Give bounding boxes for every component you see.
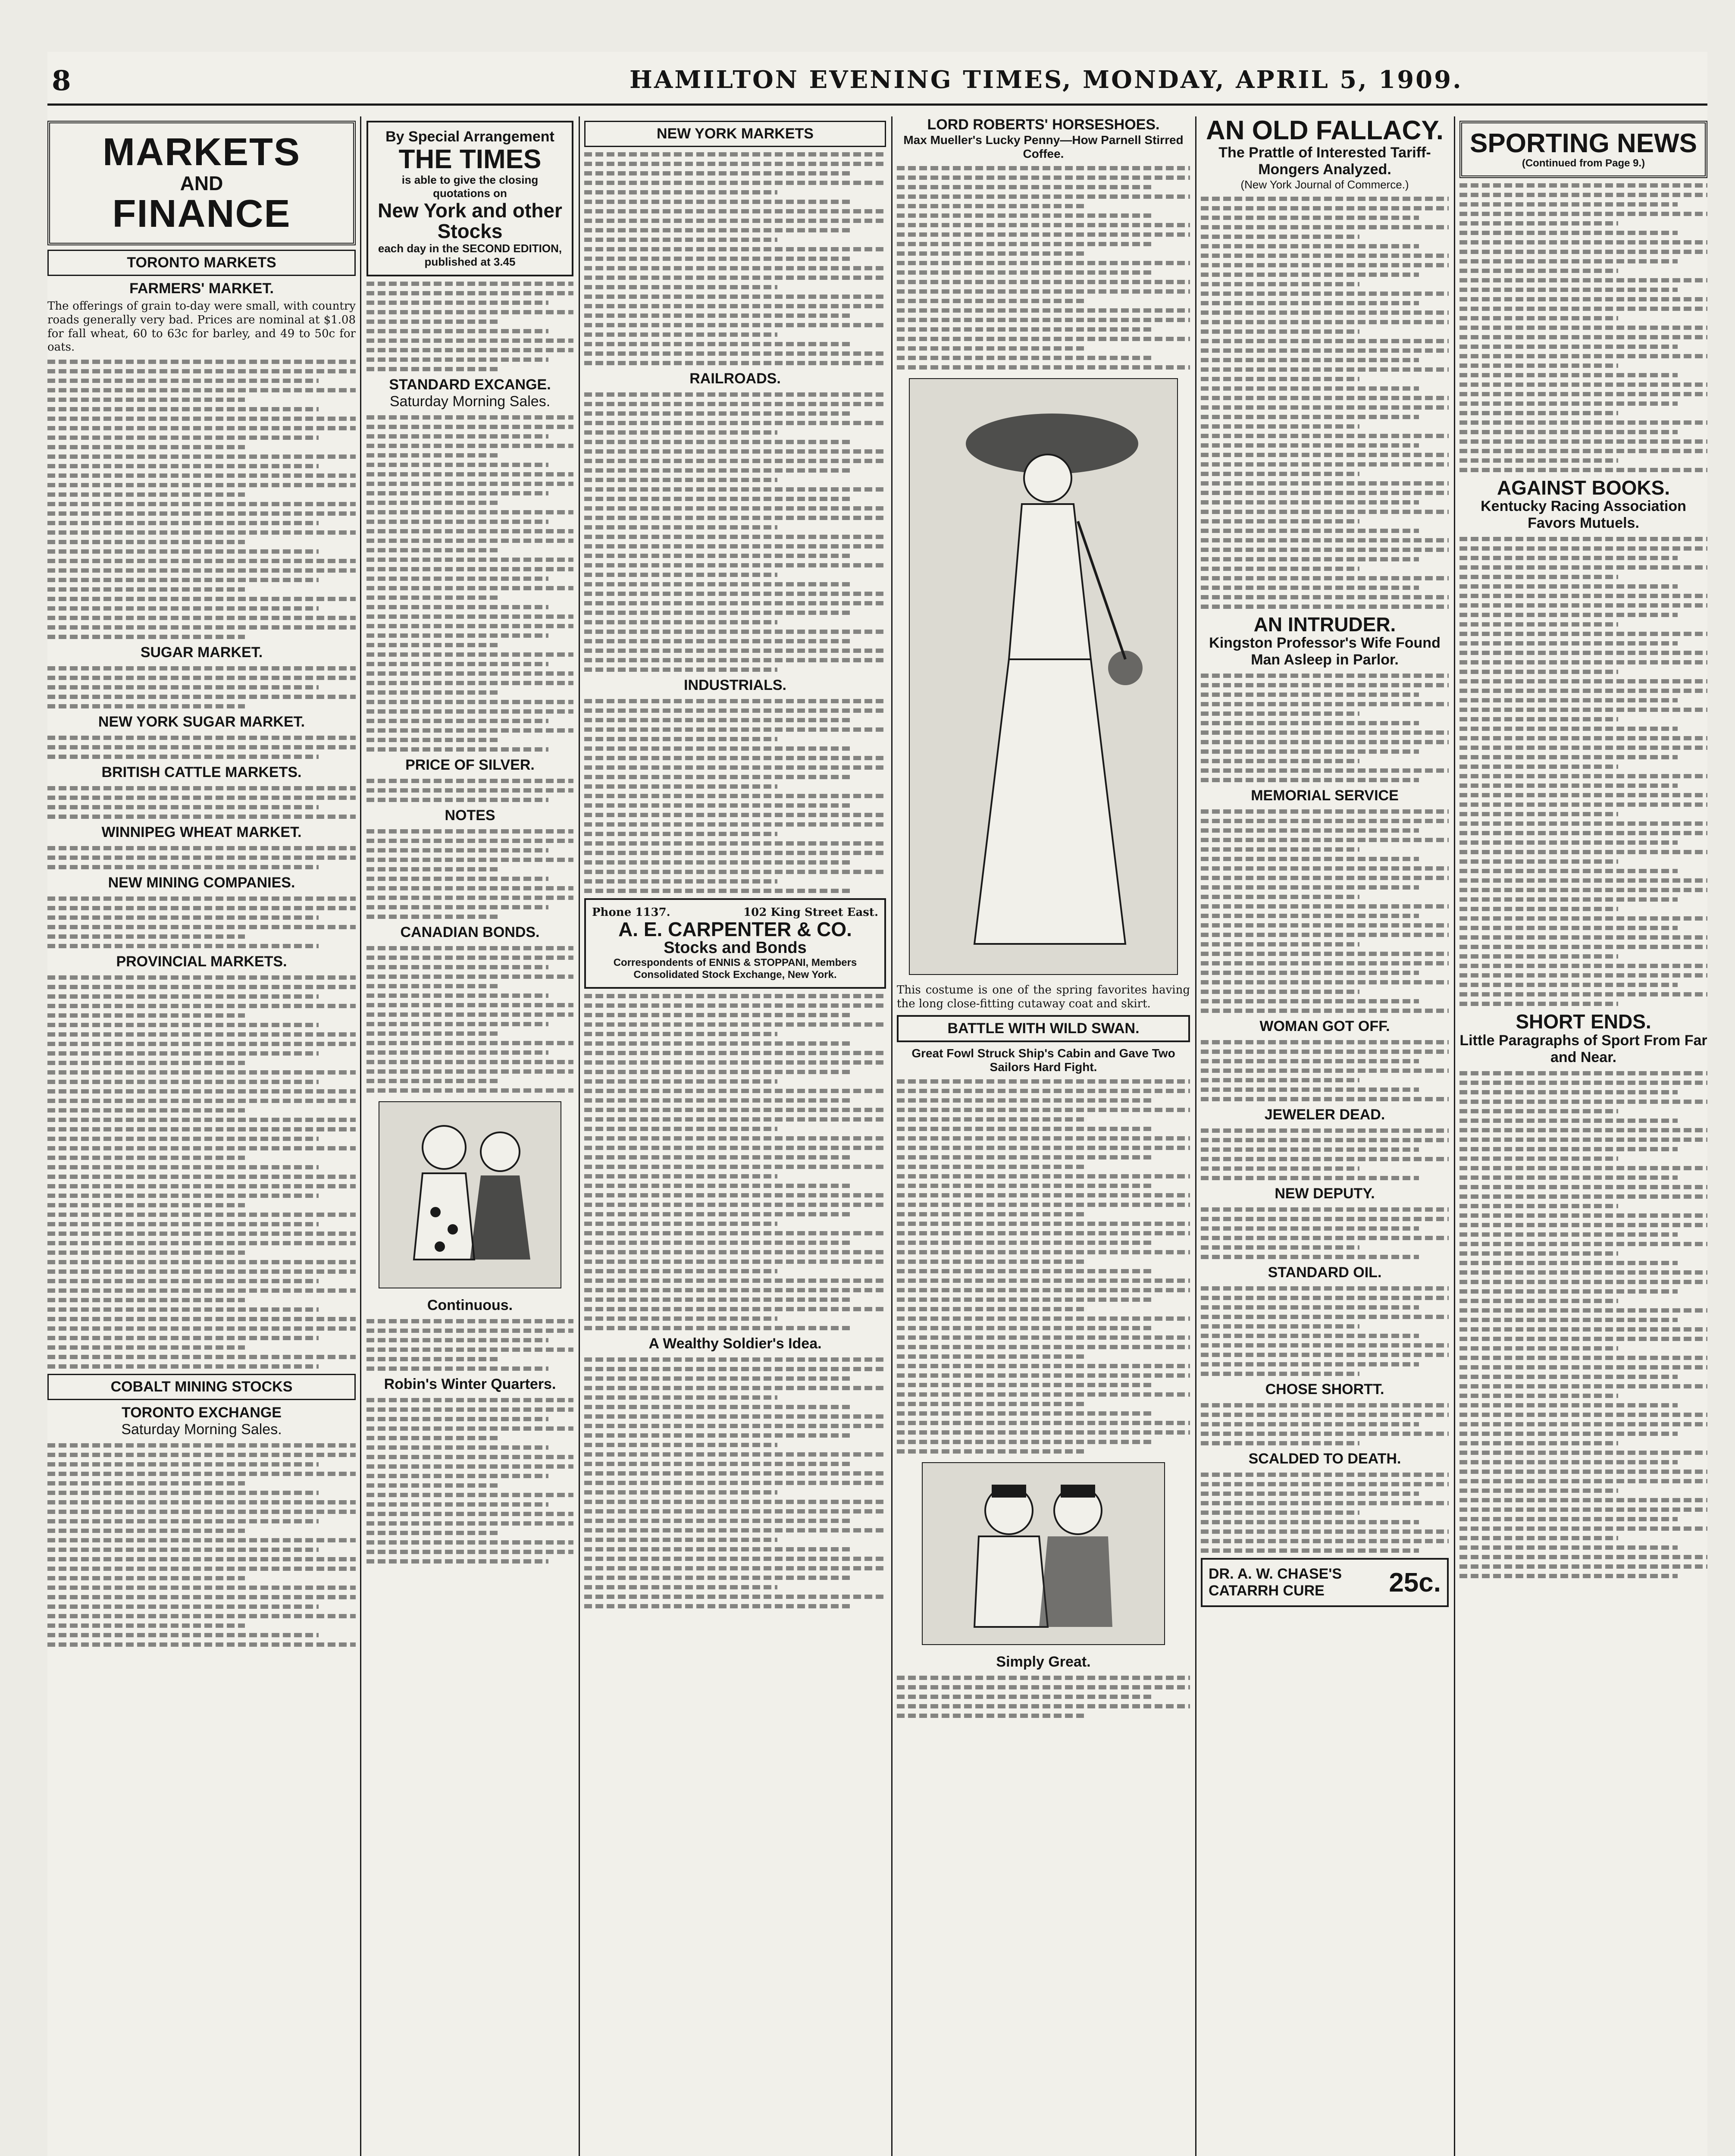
cartoon-continuous xyxy=(379,1101,561,1288)
ny-markets-heading: NEW YORK MARKETS xyxy=(584,121,886,147)
costume-illustration xyxy=(909,378,1178,975)
wild-swan-subhead: Great Fowl Struck Ship's Cabin and Gave Two Sailors Hard Fight. xyxy=(911,1047,1175,1074)
text-block xyxy=(584,1357,886,1608)
text-block xyxy=(366,829,573,919)
text-block xyxy=(1201,1403,1449,1445)
news-column xyxy=(1201,116,1449,2156)
text-block xyxy=(366,282,573,371)
standard-oil-heading: STANDARD OIL. xyxy=(1268,1264,1382,1281)
industrials-heading: INDUSTRIALS. xyxy=(684,677,786,693)
newspaper-page xyxy=(47,52,1707,2156)
page-number: 8 xyxy=(52,65,71,97)
railroads-heading: RAILROADS. xyxy=(689,370,781,387)
column-rule xyxy=(579,116,580,2156)
text-block xyxy=(1201,1207,1449,1259)
stock-table xyxy=(584,994,886,1330)
simply-great-caption: Simply Great. xyxy=(996,1654,1091,1670)
text-block xyxy=(584,152,886,365)
column-rule xyxy=(891,116,893,2156)
short-ends-subhead: Little Paragraphs of Sport From Far and Near. xyxy=(1459,1032,1707,1065)
costume-caption: This costume is one of the spring favorites having the long close-fitting cutaway coat and skirt. xyxy=(897,984,1190,1010)
robins-heading: Robin's Winter Quarters. xyxy=(384,1376,556,1392)
saturday-sales-heading: Saturday Morning Sales. xyxy=(121,1421,282,1438)
banner-and: AND xyxy=(180,172,223,194)
carpenter-firm: A. E. CARPENTER & CO. xyxy=(618,918,852,940)
farmers-market-text: The offerings of grain to-day were small, with country roads generally very bad. Prices are nominal at $1.08 for fall wheat, 60 to 63c for barley, and 49 to 50c for oats. xyxy=(47,300,356,354)
stock-table xyxy=(584,699,886,893)
text-block xyxy=(47,666,356,708)
scalded-heading: SCALDED TO DEATH. xyxy=(1248,1451,1401,1467)
cobalt-stocks-heading: COBALT MINING STOCKS xyxy=(47,1374,356,1400)
toronto-exchange-heading: TORONTO EXCHANGE xyxy=(122,1404,282,1421)
standard-exchange-heading: STANDARD EXCANGE. xyxy=(389,376,551,393)
roberts-heading: LORD ROBERTS' HORSESHOES. xyxy=(927,116,1160,133)
features-column xyxy=(897,116,1190,2156)
special-arrangement-box xyxy=(366,121,573,276)
the-times: THE TIMES xyxy=(398,144,542,174)
text-block xyxy=(897,166,1190,370)
ads-column xyxy=(1459,116,1707,2156)
standard-saturday-sales: Saturday Morning Sales. xyxy=(389,393,551,410)
old-fallacy-subhead: The Prattle of Interested Tariff-Mongers Analyzed. xyxy=(1218,144,1431,178)
chase-ad-price: 25c. xyxy=(1389,1567,1441,1598)
carpenter-phone: Phone 1137. xyxy=(592,906,670,919)
farmers-market-heading: FARMERS' MARKET. xyxy=(129,280,274,297)
old-fallacy-source: (New York Journal of Commerce.) xyxy=(1240,178,1409,191)
text-block xyxy=(366,779,573,802)
text-block xyxy=(897,1079,1190,1454)
text-block xyxy=(1201,1473,1449,1553)
against-books-subhead: Kentucky Racing Association Favors Mutuels. xyxy=(1481,498,1686,532)
carpenter-correspondents: Correspondents of ENNIS & STOPPANI, Members Consolidated Stock Exchange, New York. xyxy=(613,957,857,981)
notes-heading: NOTES xyxy=(445,807,495,824)
wild-swan-heading: BATTLE WITH WILD SWAN. xyxy=(947,1020,1140,1037)
text-block xyxy=(47,1443,356,1647)
text-block xyxy=(366,1398,573,1564)
stocks-column xyxy=(584,116,886,2156)
column-rule xyxy=(1195,116,1196,2156)
wild-swan-heading-box xyxy=(897,1015,1190,1042)
column-rule xyxy=(360,116,361,2156)
sporting-continued: (Continued from Page 9.) xyxy=(1522,157,1645,169)
text-block xyxy=(1201,674,1449,782)
sugar-market-heading: SUGAR MARKET. xyxy=(140,644,263,661)
winnipeg-wheat-heading: WINNIPEG WHEAT MARKET. xyxy=(101,824,302,841)
markets-column xyxy=(47,116,356,2156)
old-fallacy-heading: AN OLD FALLACY. xyxy=(1206,116,1444,145)
intruder-subhead: Kingston Professor's Wife Found Man Asleep in Parlor. xyxy=(1209,635,1441,668)
toronto-markets-heading: TORONTO MARKETS xyxy=(47,250,356,276)
british-cattle-heading: BRITISH CATTLE MARKETS. xyxy=(101,764,302,781)
paper-dateline: HAMILTON EVENING TIMES, MONDAY, APRIL 5, 1909. xyxy=(629,66,1463,94)
jeweler-dead-heading: JEWELER DEAD. xyxy=(1264,1106,1385,1123)
wealthy-soldier-heading: A Wealthy Soldier's Idea. xyxy=(648,1335,822,1352)
against-books-heading: AGAINST BOOKS. xyxy=(1497,476,1670,499)
text-block xyxy=(1201,1286,1449,1376)
text-block xyxy=(1201,1040,1449,1101)
intruder-heading: AN INTRUDER. xyxy=(1253,613,1396,636)
markets-finance-banner xyxy=(47,121,356,245)
chase-catarrh-ad xyxy=(1201,1558,1449,1607)
ny-stocks-promo: New York and other Stocks xyxy=(378,199,562,243)
woman-got-off-heading: WOMAN GOT OFF. xyxy=(1259,1018,1390,1035)
text-block xyxy=(1201,809,1449,1013)
provincial-markets-heading: PROVINCIAL MARKETS. xyxy=(116,953,287,970)
text-block xyxy=(366,1319,573,1371)
price-of-silver-heading: PRICE OF SILVER. xyxy=(405,756,535,773)
masthead xyxy=(47,52,1707,106)
chose-shortt-heading: CHOSE SHORTT. xyxy=(1265,1381,1384,1398)
chase-ad-name: DR. A. W. CHASE'S CATARRH CURE xyxy=(1209,1566,1342,1599)
ny-sugar-heading: NEW YORK SUGAR MARKET. xyxy=(98,714,305,730)
stock-table xyxy=(584,392,886,672)
text-block xyxy=(1201,197,1449,609)
text-block xyxy=(47,786,356,819)
short-ends-heading: SHORT ENDS. xyxy=(1516,1010,1651,1033)
text-block xyxy=(47,896,356,948)
memorial-heading: MEMORIAL SERVICE xyxy=(1251,787,1399,804)
banner-finance: FINANCE xyxy=(112,192,291,235)
able-to-give: is able to give the closing quotations on xyxy=(401,173,539,200)
continuous-caption: Continuous. xyxy=(427,1297,513,1313)
exchange-column xyxy=(366,116,573,2156)
new-deputy-heading: NEW DEPUTY. xyxy=(1275,1185,1375,1202)
column-rule xyxy=(1454,116,1455,2156)
carpenter-address: 102 King Street East. xyxy=(743,906,878,919)
carpenter-ad xyxy=(584,898,886,989)
text-block xyxy=(366,946,573,1093)
carpenter-stocks-bonds: Stocks and Bonds xyxy=(664,939,807,957)
text-block xyxy=(366,415,573,752)
text-block xyxy=(47,846,356,869)
new-mining-heading: NEW MINING COMPANIES. xyxy=(108,874,295,891)
text-block xyxy=(897,1676,1190,1718)
text-block xyxy=(47,975,356,1369)
special-arrangement: By Special Arrangement xyxy=(385,128,554,145)
roberts-subhead: Max Mueller's Lucky Penny—How Parnell Stirred Coffee. xyxy=(903,133,1184,160)
banner-markets: MARKETS xyxy=(103,131,301,174)
second-edition: each day in the SECOND EDITION, published at 3.45 xyxy=(378,241,562,268)
canadian-bonds-heading: CANADIAN BONDS. xyxy=(400,924,540,940)
text-block xyxy=(1201,1128,1449,1180)
text-block xyxy=(47,360,356,639)
text-block xyxy=(47,736,356,759)
cartoon-simply-great xyxy=(922,1462,1165,1645)
sporting-news-heading: SPORTING NEWS xyxy=(1469,128,1697,158)
